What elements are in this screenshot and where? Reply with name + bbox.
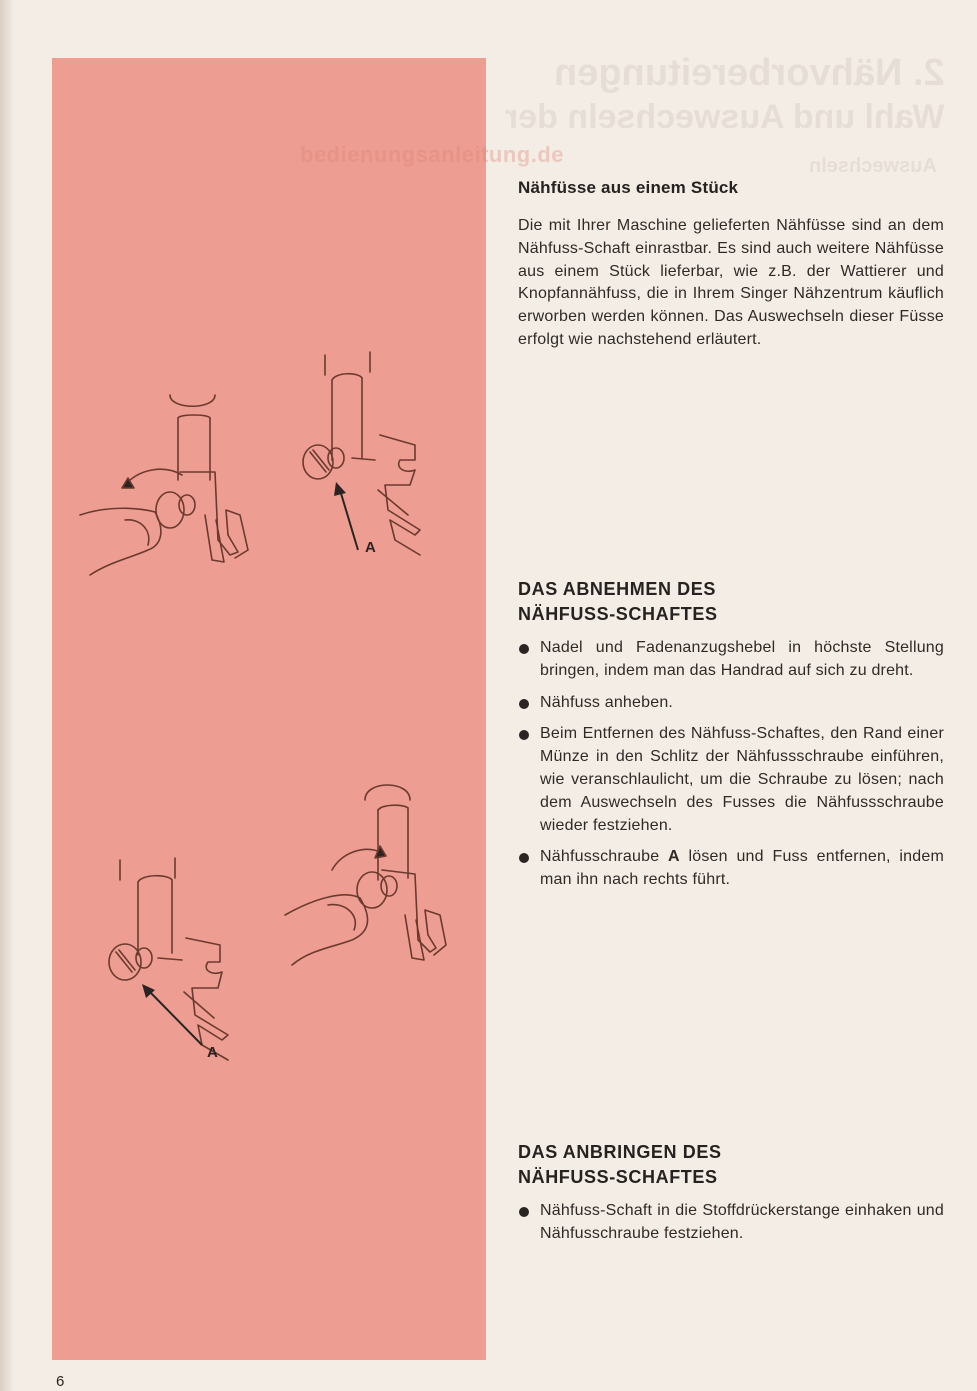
list-item-text: lösen und Fuss entfernen, indem man ihn nach rechts führt. xyxy=(540,848,944,889)
bleed-through-text: Auswechseln xyxy=(809,155,937,177)
illustration-panel xyxy=(52,58,486,1360)
heading-line: DAS ABNEHMEN DES xyxy=(518,579,716,599)
list-item xyxy=(518,723,944,837)
bullet-icon xyxy=(519,853,529,863)
page-number: 6 xyxy=(56,1373,65,1390)
heading-line: NÄHFUSS-SCHAFTES xyxy=(518,604,718,624)
list-item-text: Beim Entfernen des Nähfuss-Schaftes, den Rand einer Münze in den Schlitz der Nähfussschraube einführen, wie veranschlaulicht, um die Schraube zu lösen; nach dem Auswechseln des Fusses die Nähfussschraube wieder festziehen. xyxy=(540,725,944,834)
list-item-text: Nadel und Fadenanzugshebel in höchste Stellung bringen, indem man das Handrad auf sich zu dreht. xyxy=(540,639,944,679)
bullet-icon xyxy=(519,1207,529,1217)
heading-line: NÄHFUSS-SCHAFTES xyxy=(518,1167,718,1187)
bleed-through-text: 2. Nähvorbereitungen xyxy=(554,52,945,94)
section-naehfuesse xyxy=(518,178,944,352)
list-item xyxy=(518,692,944,715)
section-paragraph: Die mit Ihrer Maschine gelieferten Nähfüsse sind an dem Nähfuss-Schaft einrastbar. Es sind auch weitere Nähfüsse aus einem Stück lieferbar, wie z.B. der Wattierer und Knopfannähfuss, die in Ihrem Singer Nähzentrum käuflich erworben werden können. Das Auswechseln dieser Füsse erfolgt wie nachstehend erläutert. xyxy=(518,217,944,348)
section-anbringen xyxy=(518,1140,944,1246)
list-item xyxy=(518,846,944,892)
illustration-attach-shank xyxy=(80,770,480,1070)
section-abnehmen xyxy=(518,577,944,892)
label-a: A xyxy=(207,1044,218,1061)
bleed-through-text: Wahl und Auswechseln der xyxy=(505,98,945,136)
page-edge-shadow xyxy=(0,0,14,1391)
watermark: bedienungsanleitung.de xyxy=(300,142,565,167)
illustration-remove-shank xyxy=(70,340,470,590)
list-item xyxy=(518,1200,944,1246)
list-item-bold: A xyxy=(668,848,680,866)
list-item-text: Nähfuss-Schaft in die Stoffdrückerstange einhaken und Nähfusschraube festziehen. xyxy=(540,1202,944,1242)
instruction-list xyxy=(518,1200,944,1246)
list-item xyxy=(518,637,944,683)
section-heading xyxy=(518,577,944,627)
bullet-icon xyxy=(519,644,529,654)
presser-foot-drawing xyxy=(80,770,480,1070)
instruction-list xyxy=(518,637,944,892)
list-item-text: Nähfusschraube xyxy=(540,848,669,866)
list-item-text: Nähfuss anheben. xyxy=(540,693,674,711)
heading-line: DAS ANBRINGEN DES xyxy=(518,1142,722,1162)
bullet-icon xyxy=(519,699,529,709)
presser-foot-drawing xyxy=(70,340,470,590)
bullet-icon xyxy=(519,730,529,740)
label-a: A xyxy=(365,539,376,556)
section-heading xyxy=(518,1140,944,1190)
section-heading: Nähfüsse aus einem Stück xyxy=(518,178,739,197)
